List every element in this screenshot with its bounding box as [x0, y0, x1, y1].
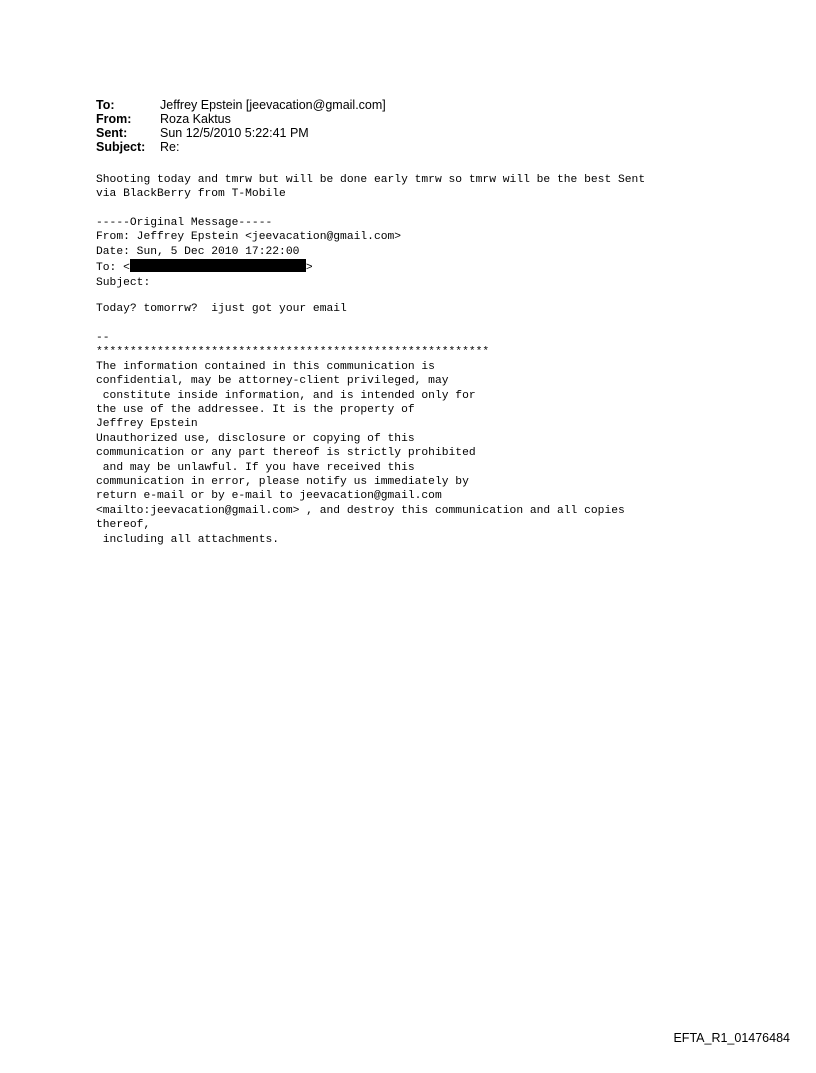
to-label: To: — [96, 98, 115, 112]
original-separator: -----Original Message----- — [96, 217, 273, 229]
signature-dashes: -- — [96, 332, 110, 344]
to-value: Jeffrey Epstein [jeevacation@gmail.com] — [160, 98, 386, 112]
body-line: Shooting today and tmrw but will be done early tmrw so tmrw will be the best Sent — [96, 174, 646, 186]
original-date-line: Date: Sun, 5 Dec 2010 17:22:00 — [96, 245, 300, 258]
from-value: Roza Kaktus — [160, 112, 231, 126]
from-row — [96, 112, 386, 126]
disclaimer-line: constitute inside information, and is intended only for — [96, 389, 476, 402]
original-from-line: From: Jeffrey Epstein <jeevacation@gmail.com> — [96, 231, 402, 244]
redaction-box — [130, 259, 306, 272]
from-label: From: — [96, 112, 132, 126]
disclaimer-stars: ********************************************************** — [96, 346, 490, 359]
disclaimer-line: The information contained in this communication is — [96, 360, 435, 373]
sent-label: Sent: — [96, 126, 128, 140]
question-text: Today? tomorrw? ijust got your email — [96, 303, 347, 315]
disclaimer-line: the use of the addressee. It is the property of — [96, 404, 415, 417]
disclaimer — [96, 331, 625, 547]
sent-row — [96, 126, 386, 140]
sent-value: Sun 12/5/2010 5:22:41 PM — [160, 126, 309, 140]
subject-label: Subject: — [96, 140, 146, 154]
email-header — [96, 98, 386, 154]
disclaimer-line: thereof, — [96, 519, 151, 532]
disclaimer-line: Unauthorized use, disclosure or copying of this — [96, 432, 415, 445]
message-body — [96, 173, 645, 202]
body-line: via BlackBerry from T-Mobile — [96, 188, 286, 201]
disclaimer-line: and may be unlawful. If you have received this — [96, 461, 415, 474]
disclaimer-line: <mailto:jeevacation@gmail.com> , and destroy this communication and all copies — [96, 504, 625, 517]
disclaimer-line: including all attachments. — [96, 533, 280, 546]
disclaimer-line: return e-mail or by e-mail to jeevacation@gmail.com — [96, 490, 442, 503]
original-to-line — [96, 259, 401, 275]
original-subject-line: Subject: — [96, 276, 151, 289]
to-row — [96, 98, 386, 112]
original-message — [96, 216, 401, 290]
original-to-suffix: > — [305, 262, 313, 275]
disclaimer-line: Jeffrey Epstein — [96, 418, 198, 431]
original-to-prefix: To: < — [96, 262, 130, 275]
disclaimer-line: communication or any part thereof is strictly prohibited — [96, 447, 476, 460]
document-id: EFTA_R1_01476484 — [673, 1031, 790, 1045]
subject-value: Re: — [160, 140, 180, 154]
disclaimer-line: confidential, may be attorney-client privileged, may — [96, 375, 449, 388]
disclaimer-line: communication in error, please notify us immediately by — [96, 476, 469, 489]
subject-row — [96, 140, 386, 154]
